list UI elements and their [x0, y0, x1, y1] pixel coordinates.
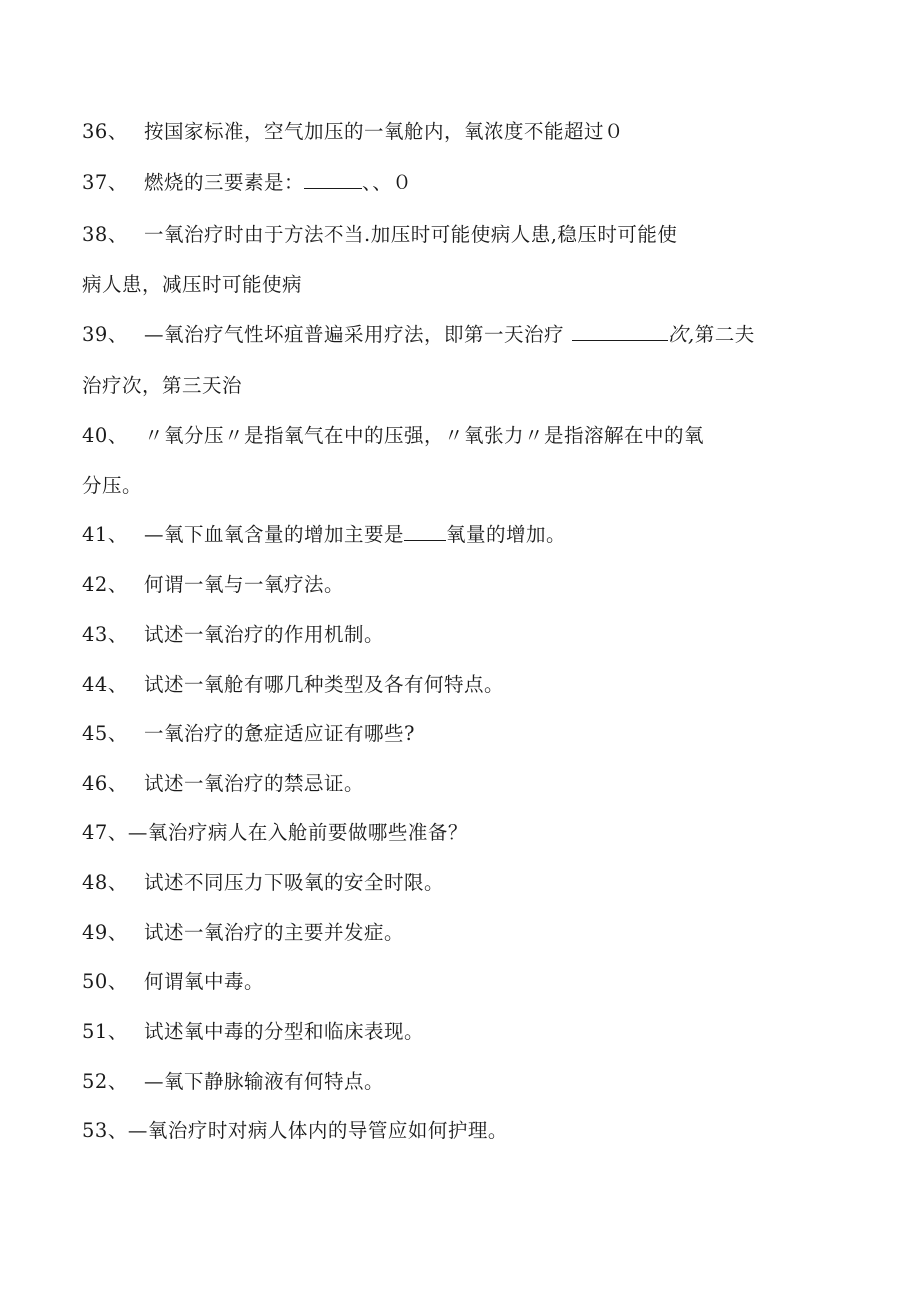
question-text-continued: 病人患，减压时可能使病 — [82, 273, 303, 296]
question-text: 试述一氧治疗的主要并发症。 — [144, 921, 405, 944]
question-49 — [82, 921, 404, 945]
question-39-continuation — [82, 374, 242, 398]
question-36 — [82, 120, 624, 144]
question-44 — [82, 673, 504, 697]
question-text-tail: 第二夫 — [694, 323, 755, 346]
question-text: —氧治疗气性坏疽普遍采用疗法，即第一天治疗 — [144, 323, 565, 346]
question-43 — [82, 623, 384, 647]
question-42 — [82, 573, 344, 597]
answer-blank — [572, 324, 668, 341]
question-text: —氧治疗病人在入舱前要做哪些准备？ — [127, 821, 468, 844]
question-number: 45、 — [82, 722, 128, 745]
question-text: 何谓一氧与一氧疗法。 — [144, 573, 345, 596]
question-number: 39、 — [82, 323, 128, 346]
answer-blank — [304, 172, 362, 189]
question-text: 燃烧的三要素是： — [144, 171, 305, 194]
question-40-continuation — [82, 474, 142, 498]
question-number: 42、 — [82, 573, 128, 596]
question-number: 44、 — [82, 673, 128, 696]
question-text: 一氧治疗时由于方法不当.加压时可能使病人患,稳压时可能使 — [144, 223, 678, 246]
question-text: —氧下静脉输液有何特点。 — [144, 1070, 385, 1093]
question-text: 试述不同压力下吸氧的安全时限。 — [144, 871, 445, 894]
question-number: 43、 — [82, 623, 128, 646]
question-text-continued: 治疗次，第三天治 — [82, 374, 243, 397]
question-number: 50、 — [82, 970, 128, 993]
question-text: 〃氧分压〃是指氧气在中的压强，〃氧张力〃是指溶解在中的氧 — [144, 424, 705, 447]
question-text-tail: 、、０ — [362, 171, 413, 194]
question-number: 49、 — [82, 921, 128, 944]
question-text: 一氧治疗的惫症适应证有哪些? — [144, 722, 415, 745]
question-text: 试述一氧舱有哪几种类型及各有何特点。 — [144, 673, 505, 696]
question-39 — [82, 323, 755, 347]
question-text: 按国家标准，空气加压的一氧舱内，氧浓度不能超过０ — [144, 120, 625, 143]
question-text: —氧治疗时对病人体内的导管应如何护理。 — [127, 1119, 508, 1142]
question-47 — [82, 821, 468, 845]
question-number: 51、 — [82, 1020, 128, 1043]
question-number: 48、 — [82, 871, 128, 894]
question-45 — [82, 722, 415, 746]
question-number: 46、 — [82, 772, 128, 795]
question-text-continued: 分压。 — [82, 474, 143, 497]
question-53 — [82, 1119, 508, 1143]
question-number: 40、 — [82, 424, 128, 447]
question-50 — [82, 970, 264, 994]
question-38-continuation — [82, 273, 302, 297]
question-text-unit: 次, — [668, 323, 695, 346]
answer-blank — [404, 524, 446, 541]
question-number: 47、 — [82, 821, 128, 844]
question-38 — [82, 223, 677, 247]
question-text: 试述氧中毒的分型和临床表现。 — [144, 1020, 425, 1043]
question-48 — [82, 871, 444, 895]
question-number: 37、 — [82, 171, 128, 194]
question-number: 36、 — [82, 120, 128, 143]
question-46 — [82, 772, 364, 796]
question-number: 53、 — [82, 1119, 128, 1142]
question-text: 试述一氧治疗的禁忌证。 — [144, 772, 365, 795]
question-text: 试述一氧治疗的作用机制。 — [144, 623, 385, 646]
question-52 — [82, 1070, 384, 1094]
question-37 — [82, 171, 412, 195]
question-number: 41、 — [82, 523, 128, 546]
question-text: —氧下血氧含量的增加主要是 — [144, 523, 405, 546]
question-41 — [82, 523, 566, 547]
question-40 — [82, 424, 704, 448]
question-number: 38、 — [82, 223, 128, 246]
question-51 — [82, 1020, 424, 1044]
question-text: 何谓氧中毒。 — [144, 970, 265, 993]
question-number: 52、 — [82, 1070, 128, 1093]
question-text-tail: 氧量的增加。 — [446, 523, 567, 546]
